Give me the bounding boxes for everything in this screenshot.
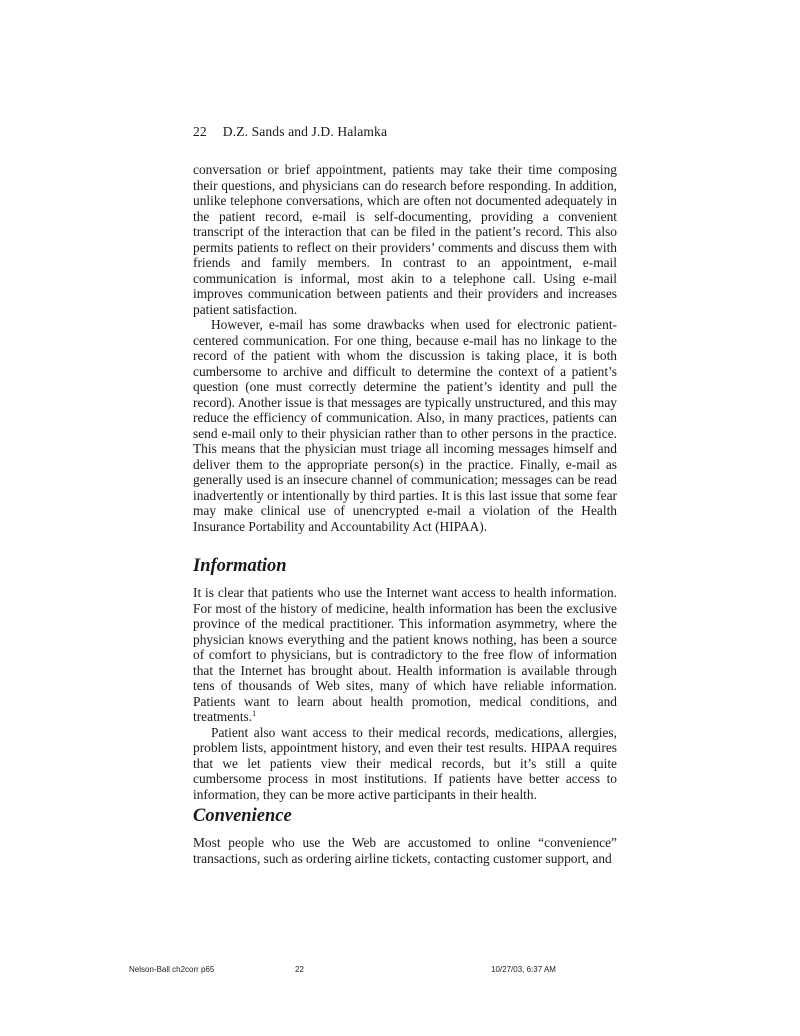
section-heading-convenience: Convenience [193,806,292,826]
footer-timestamp: 10/27/03, 6:37 AM [491,965,556,974]
footer-file-name: Nelson-Ball ch2corr p65 [129,965,215,974]
section-heading-information: Information [193,556,287,576]
paragraph-email-drawbacks: However, e-mail has some drawbacks when used for electronic patient-centered communication. For one thing, because e-mail has no linkage to the record of the patient with whom the discussion is taking place, it is both cumbersome to archive and difficult to determine the context of a patient’s question (one must correctly determine the patient’s identity and pull the record). Another issue is that messages are typically unstructured, and this may reduce the efficiency of communication. Also, in many practices, patients can send e-mail only to their physician rather than to other persons in the practice. This means that the physician must triage all incoming messages himself and deliver them to the appropriate person(s) in the practice. Finally, e-mail as generally used is an insecure channel of communication; messages can be read inadvertently or intentionally by third parties. It is this last issue that some fear may make clinical use of unencrypted e-mail a violation of the Health Insurance Portability and Accountability Act (HIPAA). [193,317,617,534]
paragraph-information-1-text: It is clear that patients who use the Internet want access to health information. For most of the history of medicine, health information has been the exclusive province of the medical practitioner. This information asymmetry, where the physician knows everything and the patient knows nothing, has been a source of comfort to physicians, but is contradictory to the free flow of information that the Internet has brought about. Health information is available through tens of thousands of Web sites, many of which have reliable information. Patients want to learn about health promotion, medical conditions, and treatments. [193,585,617,724]
footer-page-number: 22 [295,965,304,974]
footnote-ref: 1 [252,709,257,718]
running-header [193,124,387,140]
header-authors: D.Z. Sands and J.D. Halamka [222,124,388,139]
convenience-text-block [193,835,617,866]
information-text-block [193,585,617,802]
paragraph-convenience-1: Most people who use the Web are accustomed to online “convenience” transactions, such as ordering airline tickets, contacting customer support, and [193,835,617,866]
header-page-number: 22 [193,124,207,139]
paragraph-email-benefits: conversation or brief appointment, patients may take their time composing their questions, and physicians can do research before responding. In addition, unlike telephone conversations, which are often not documented adequately in the patient record, e-mail is self-documenting, providing a convenient transcript of the interaction that can be filed in the patient’s record. This also permits patients to reflect on their providers’ comments and discuss them with friends and family members. In contrast to an appointment, e-mail communication is informal, most akin to a telephone call. Using e-mail improves communication between patients and their providers and increases patient satisfaction. [193,162,617,317]
paragraph-information-1 [193,585,617,725]
opening-text-block [193,162,617,534]
paragraph-information-2: Patient also want access to their medical records, medications, allergies, problem lists, appointment history, and even their test results. HIPAA requires that we let patients view their medical records, but it’s still a quite cumbersome process in most institutions. If patients have better access to information, they can be more active participants in their health. [193,724,617,802]
